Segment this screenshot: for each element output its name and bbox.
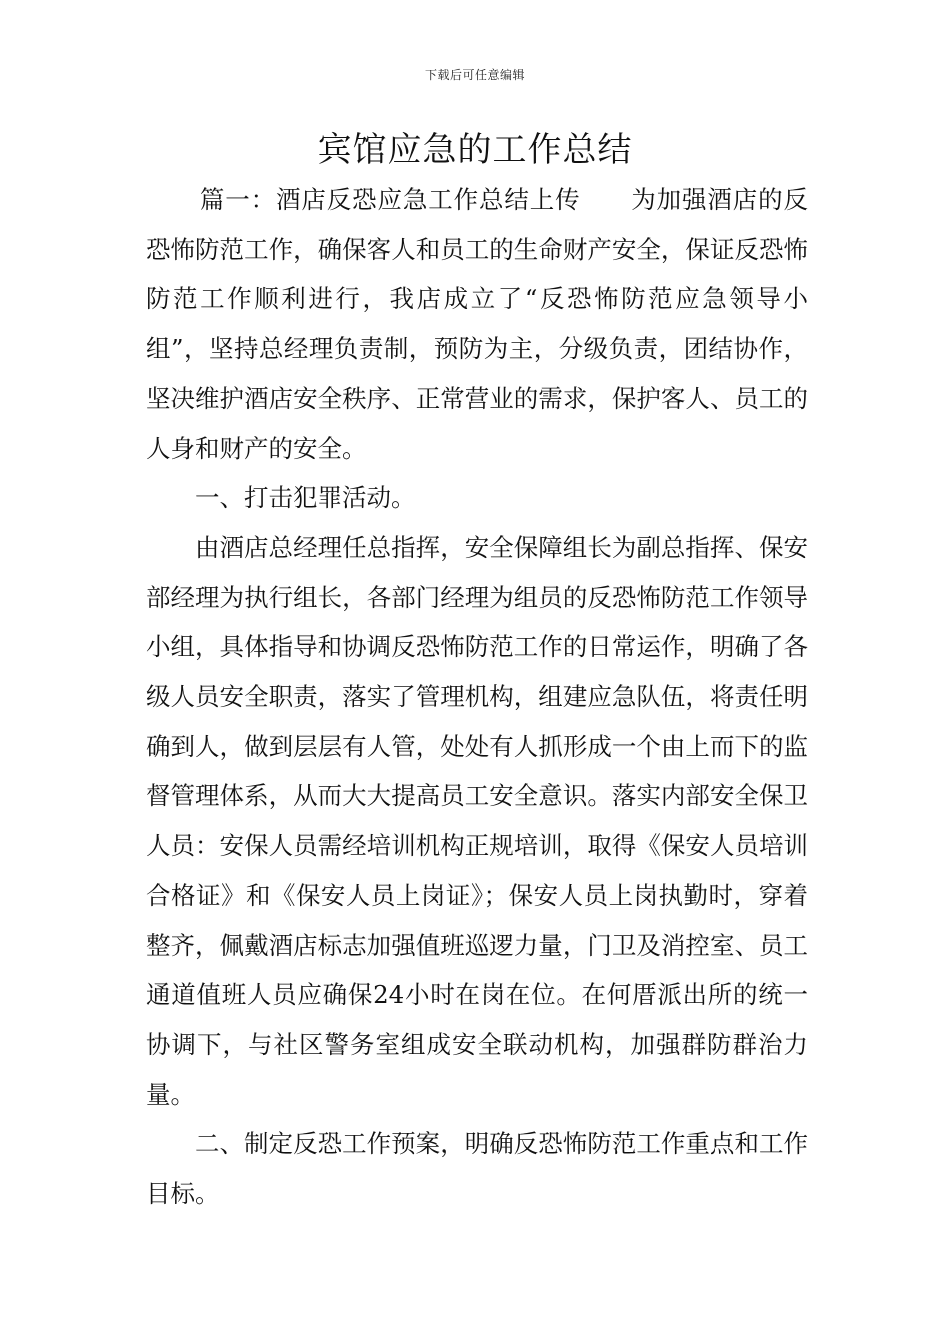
paragraph-intro: 篇一：酒店反恐应急工作总结上传 为加强酒店的反恐怖防范工作，确保客人和员工的生命财产安全，保证反恐怖防范工作顺利进行，我店成立了“反恐怖防范应急领导小组”，坚持总经理负责制，预防为主，分级负责，团结协作，坚决维护酒店安全秩序、正常营业的需求，保护客人、员工的人身和财产的安全。 — [146, 185, 808, 463]
paragraph-section-1-body: 由酒店总经理任总指挥，安全保障组长为副总指挥、保安部经理为执行组长，各部门经理为组员的反恐怖防范工作领导小组，具体指导和协调反恐怖防范工作的日常运作，明确了各级人员安全职责，落实了管理机构，组建应急队伍，将责任明确到人，做到层层有人管，处处有人抓形成一个由上而下的监督管理体系，从而大大提高员工安全意识。落实内部安全保卫人员：安保人员需经培训机构正规培训，取得《保安人员培训合格证》和《保安人员上岗证》；保安人员上岗执勤时，穿着整齐，佩戴酒店标志加强值班巡逻力量，门卫及消控室、员工通道值班人员应确保24小时在岗在位。在何厝派出所的统一协调下，与社区警务室组成安全联动机构，加强群防群治力量。 — [146, 532, 808, 1109]
paragraph-section-1-heading: 一、打击犯罪活动。 — [195, 483, 416, 513]
header-note: 下载后可任意编辑 — [424, 68, 525, 82]
paragraph-section-2-heading: 二、制定反恐工作预案，明确反恐怖防范工作重点和工作目标。 — [146, 1129, 808, 1209]
document-body — [146, 175, 808, 1219]
document-title: 宾馆应急的工作总结 — [317, 130, 633, 170]
